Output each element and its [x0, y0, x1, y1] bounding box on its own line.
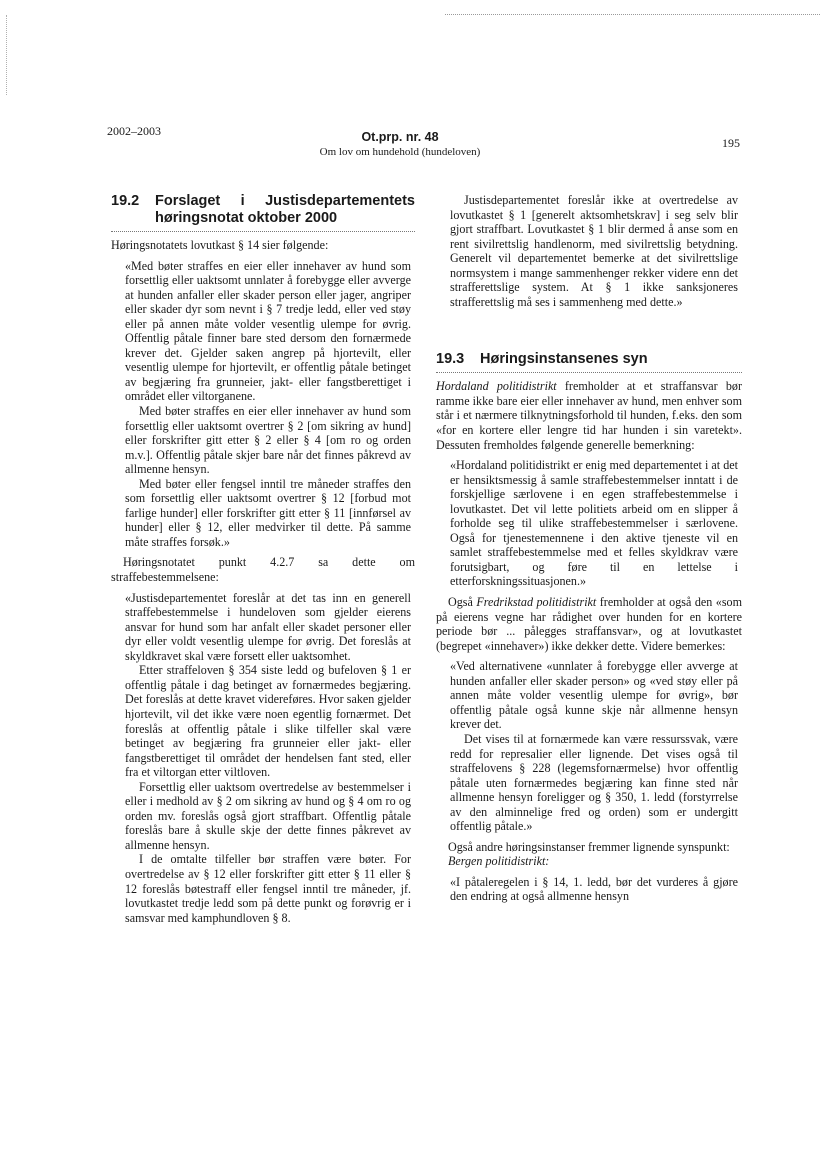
quote-paragraph: Forsettlig eller uaktsom overtredelse av bestemmelser i eller i medhold av § 2 om sikring av hund og § 4 om ro og orden mv. foreslås også gjort straffbart. Offentlig påtale foreslås bare å skulle skje der dette finnes påkrevet av allmenne hensyn. [125, 779, 411, 852]
quote-paragraph: I de omtalte tilfeller bør straffen være bøter. For overtredelse av § 12 eller forskrifter gitt etter § 11 eller § 12 foreslås bøtestraff eller fengsel inntil tre måneder, jf. lovutkastet tredje ledd som på dette punkt og forøvrig er i samsvar med kamphundloven § 8. [125, 852, 411, 925]
block-quote [450, 659, 738, 834]
scan-edge-left [6, 15, 7, 95]
block-quote [125, 259, 411, 550]
quote-paragraph: «I påtaleregelen i § 14, 1. ledd, bør det vurderes å gjøre den endring at også allmenne hensyn [450, 874, 738, 904]
scan-edge-line [445, 14, 820, 15]
section-title: Forslaget i Justisdepartementets høringsnotat oktober 2000 [155, 193, 415, 226]
quote-paragraph: «Med bøter straffes en eier eller innehaver av hund som forsettlig eller uaktsomt unnlater å forebygge eller avverge at hunden anfaller eller skader person eller jager, angriper eller skader dyr som nevnt i § 7 tredje ledd, eller ved støy eller på annen måte volder vesentlig ulempe for øvrig. Offentlig påtale finner bare sted dersom den fornærmede krever det. Gjelder saken angrep på hjortevilt, eller vesentlig ulempe for hjortevilt, er offentlig påtale betinget av begjæring fra grunneier, jakt- eller fangstberettiget i området eller viltorganene. [125, 258, 411, 404]
section-heading-19-2 [111, 193, 415, 227]
quote-paragraph: Justisdepartementet foreslår ikke at overtredelse av lovutkastet § 1 [generelt aktsomhetskrav] i seg selv blir gjort straffbart. Lovutkastet § 1 blir dermed å anse som en rent sivilrettslig handlenorm, med sivilrettslig betydning. Generelt vil departementet bemerke at det sivilrettslige normsystem i mange sammenhenger rekker videre enn det strafferettslige system. At § 1 ikke sanksjoneres strafferettslig må ses i sammenheng med dette.» [450, 193, 738, 309]
quote-paragraph: «Justisdepartementet foreslår at det tas inn en generell straffebestemmelse i hundeloven som gjelder eierens ansvar for hund som har anfalt eller skadet personer eller dyr eller voldt vesentlig ulempe for øvrig. Det foreslås at skyldkravet skal være forsett eller uaktsomhet. [125, 590, 411, 663]
section-number: 19.2 [111, 193, 140, 209]
quote-paragraph: Med bøter straffes en eier eller innehaver av hund som forsettlig eller uaktsomt overtrer § 2 [om sikring av hund] eller forskrifter gitt etter § 2 eller § 4 [om ro og orden m.v.]. Offentlig påtale skjer bare når det finnes påkrevd av allmenne hensyn. [125, 404, 411, 477]
paragraph: Også Fredrikstad politidistrikt fremholder at også den «som på eierens vegne har rådighet over hunden for en kortere periode bør ... pålegges straffansvar», og at lovutkastet (begrepet «innehaver») ikke dekker dette. Videre bemerkes: [436, 595, 742, 653]
document-subtitle: Om lov om hundehold (hundeloven) [319, 146, 481, 158]
section-rule [111, 231, 415, 232]
section-number: 19.3 [436, 351, 465, 368]
paragraph: Høringsnotatets lovutkast § 14 sier følgende: [111, 238, 329, 252]
organization-name: Hordaland politidistrikt [436, 379, 557, 394]
organization-name: Fredrikstad politidistrikt [476, 595, 597, 610]
block-quote [125, 591, 411, 926]
section-title: Høringsinstansenes syn [480, 351, 648, 368]
section-rule [436, 372, 742, 373]
block-quote [450, 875, 738, 904]
organization-name: Bergen politidistrikt: [448, 854, 550, 869]
block-quote [450, 458, 738, 589]
left-column [111, 193, 415, 931]
document-title: Ot.prp. nr. 48 [361, 130, 439, 144]
quote-paragraph: Med bøter eller fengsel inntil tre måneder straffes den som forsettlig eller uaktsomt overtrer § 12 [forbud mot farlige hunder] eller forskrifter gitt etter § 11 [innførsel av hunder] eller § 12, eller medvirker til dette. På samme måte straffes forsøk.» [125, 476, 411, 549]
paragraph: Hordaland politidistrikt fremholder at et straffansvar bør ramme ikke bare eier eller innehaver av hund, men enhver som står i et nærmere tilknytningsforhold til hunden, f.eks. den som «for en kortere eller lengre tid har hunden i sin varetekt». Dessuten fremholdes følgende generelle bemerkning: [436, 379, 742, 452]
header-year: 2002–2003 [107, 124, 161, 138]
page-number: 195 [722, 136, 740, 150]
section-heading-19-3 [436, 351, 742, 368]
quote-paragraph: «Ved alternativene «unnlater å forebygge eller avverge at hunden anfaller eller skader person» og «ved støy eller på annen måte volder vesentlig ulempe for øvrig», bør offentlig påtale også kunne skje når allmenne hensyn krever det. [450, 659, 738, 732]
right-column [436, 193, 742, 910]
quote-paragraph: «Hordaland politidistrikt er enig med departementet i at det er hensiktsmessig å samle straffebestemmelser inntatt i de forskjellige særlovene i en egen straffebestemmelse i lovutkastet. Det vil lette politiets arbeid om en slipper å forholde seg til ulike straffebestemmelser i særlovene. Også for tjenestemennene i den aktive tjeneste vil en samlet straffebestemmelse med et felles skyldkrav være forutsigbart, og føre til en lettelse i etterforskningssituasjonen.» [450, 458, 738, 589]
running-header [300, 130, 500, 158]
paragraph: Også andre høringsinstanser fremmer lignende synspunkt: [448, 839, 730, 854]
quote-paragraph: Etter straffeloven § 354 siste ledd og bufeloven § 1 er offentlig påtale i dag betinget av fornærmedes begjæring. Det foreslås at dette kravet videreføres. Hvor saken gjelder hjortevilt, vil det ikke være noen egentlig fornærmet. Det foreslås at offentlig påtale i slike tilfeller skal være betinget av begjæring fra grunneier eller jakt- eller fangstberettiget til området der hendelsen fant sted, eller fra et viltorgan etter viltloven. [125, 663, 411, 780]
paragraph: Høringsnotatet punkt 4.2.7 sa dette om straffebestemmelsene: [111, 555, 415, 585]
quote-paragraph: Det vises til at fornærmede kan være ressurssvak, være redd for represalier eller lignende. Det vises også til straffelovens § 228 (legemsfornærmelse) hvor offentlig påtale uten fornærmedes begjæring kan finne sted når allmenne hensyn foreligger og § 350, 1. ledd (forstyrrelse av den alminnelige fred og orden) som er undergitt offentlig påtale.» [450, 731, 738, 834]
block-quote [450, 193, 738, 309]
